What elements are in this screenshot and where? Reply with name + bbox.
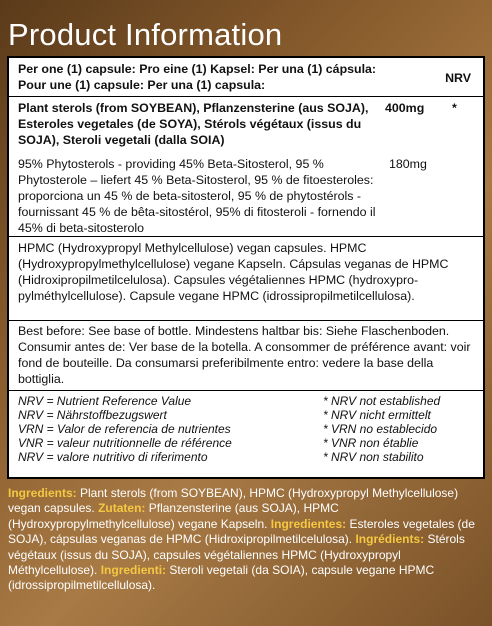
ingredients-label-en: Ingredients:: [8, 486, 77, 500]
divider: [9, 236, 483, 237]
footnote-left-5: NRV = valore nutritivo di riferimento: [18, 450, 208, 464]
nrv-column-header: NRV: [445, 71, 471, 85]
ingredients-text-en: Plant sterols (from SOYBEAN), HPMC (Hydroxypropyl Methylcellulose) vegan capsules.: [8, 486, 459, 516]
ingredients-text-de: Pflanzensterine (aus SOJA), HPMC (Hydroxypropylmethylcellulose) vegane Kapseln.: [8, 501, 339, 531]
footnote-right-4: * VNR non établie: [323, 436, 419, 450]
phytosterols-label: 95% Phytosterols - providing 45% Beta-Sitosterol, 95 % Phytosterole – liefert 45 % Beta-Sitosterol, 95 % de fitoesteroles: proporciona un 45 % de beta-sitosterol, 95 % de phytostérols - fournissant 45 % de bêta-sitostérol, 95% di fitosteroli - fornendo il 45% di beta-sitosterolo: [18, 157, 376, 235]
best-before-text: Best before: See base of bottle. Mindestens haltbar bis: Siehe Flaschenboden. Consumir antes de: Ver base de la botella. A consommer de préférence avant: voir fond de bouteille. Da consumarsi preferibilmente entro: vedere la base della bottiglia.: [18, 324, 471, 386]
ingredients-label-it: Ingredienti:: [100, 563, 167, 578]
footnote-left-1: NRV = Nutrient Reference Value: [18, 394, 192, 408]
phytosterols-amount: 180mg: [389, 157, 427, 171]
footnote-right-3: * VRN no establecido: [323, 422, 438, 436]
divider: [9, 96, 483, 97]
page-title: Product Information: [8, 17, 283, 52]
footnote-left-2: NRV = Nährstoffbezugswert: [18, 408, 167, 422]
capsules-text: HPMC (Hydroxypropyl Methylcellulose) vegan capsules. HPMC (Hydroxypropylmethylcellulose) vegane Kapseln. Cápsulas veganas de HPMC (Hidroxipropilmetilcelulosa). Capsules végétaliennes HPMC (hydroxypro-pylméthylcellulose). Capsule vegane HPMC (idrossipropilmetilcellulosa).: [18, 241, 449, 303]
ingredients-block: [8, 486, 484, 594]
footnote-right-5: * NRV non stabilito: [323, 450, 424, 464]
plant-sterols-amount: 400mg: [385, 101, 425, 115]
footnote-left-4: VNR = valeur nutritionnelle de référence: [18, 436, 232, 450]
serving-header: Per one (1) capsule: Pro eine (1) Kapsel: Per una (1) cápsula: Pour une (1) capsule: Per una (1) capsula:: [18, 62, 377, 92]
ingredients-label-fr: Ingrédients:: [355, 532, 425, 547]
ingredients-text-es: Esteroles vegetales (de SOJA), cápsulas veganas de HPMC (Hidroxipropilmetilcelulosa).: [8, 516, 475, 547]
footnote-left-3: VRN = Valor de referencia de nutrientes: [18, 422, 231, 436]
ingredients-text-it: Steroli vegetali (da SOIA), capsule vegane HPMC (idrossipropilmetilcellulosa).: [8, 563, 435, 593]
footnote-right-2: * NRV nicht ermittelt: [323, 408, 431, 422]
divider: [9, 320, 483, 321]
nutrition-table: [7, 56, 485, 479]
plant-sterols-label: Plant sterols (from SOYBEAN), Pflanzensterine (aus SOJA), Esteroles vegetales (de SOYA), Stérols végétaux (issus du SOJA), Steroli vegetali (dalla SOIA): [18, 101, 369, 147]
divider: [9, 390, 483, 391]
plant-sterols-nrv: *: [452, 101, 457, 115]
ingredients-label-de: Zutaten:: [98, 501, 146, 516]
ingredients-label-es: Ingredientes:: [270, 516, 347, 531]
ingredients-text-fr: Stérols végétaux (issus du SOJA), capsules végétaliennes HPMC (Hydroxypropyl Méthylcellulose).: [8, 532, 465, 578]
footnote-right-1: * NRV not established: [323, 394, 441, 408]
